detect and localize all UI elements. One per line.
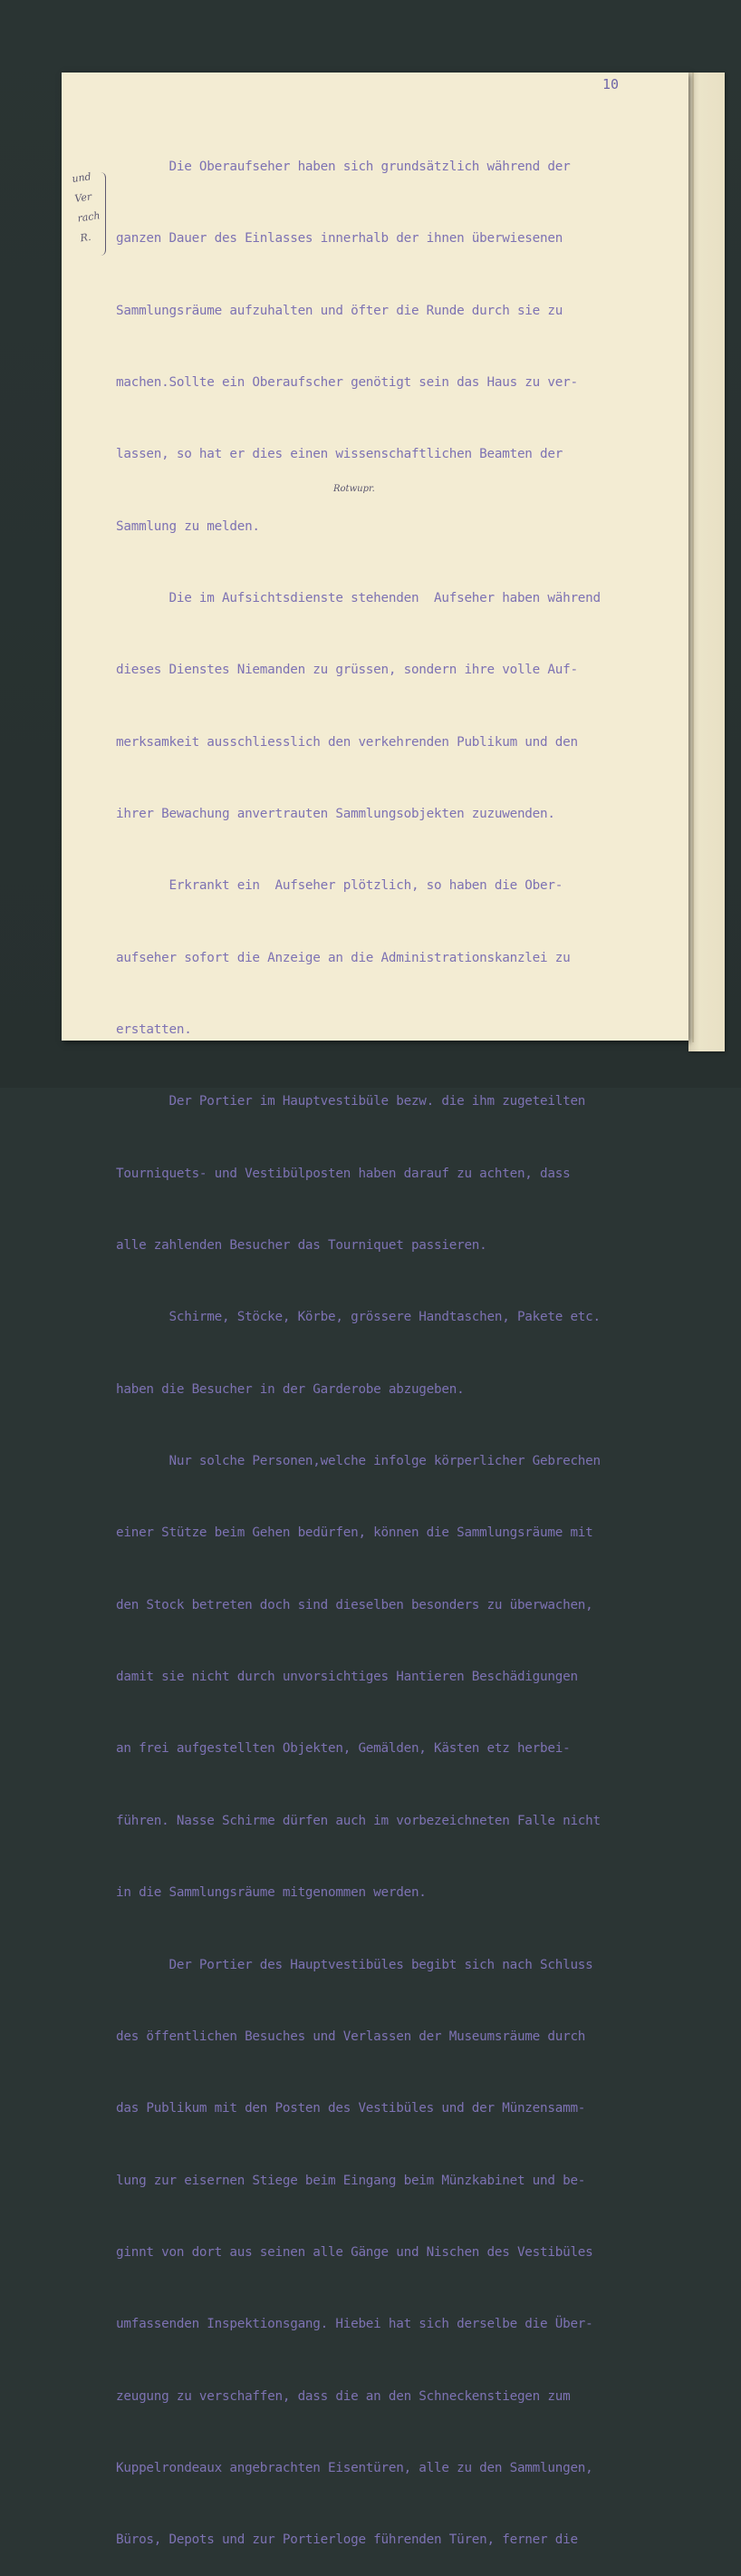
text-line: Büros, Depots und zur Portierloge führenden Türen, ferner die <box>116 2532 578 2548</box>
text-line: einer Stütze beim Gehen bedürfen, können die Sammlungsräume mit <box>116 1525 593 1541</box>
margin-bracket <box>100 172 106 256</box>
next-page-edge <box>688 73 725 1051</box>
margin-note-line: Ver <box>73 190 92 205</box>
text-line: alle zahlenden Besucher das Tourniquet passieren. <box>116 1238 487 1254</box>
text-line: ihrer Bewachung anvertrauten Sammlungsobjekten zuzuwenden. <box>116 807 555 821</box>
text-line: machen.Sollte ein Oberaufscher genötigt sein das Haus zu ver- <box>116 374 578 390</box>
text-line: an frei aufgestellten Objekten, Gemälden, Kästen etz herbei- <box>116 1741 571 1757</box>
text-line: aufseher sofort die Anzeige an die Administrationskanzlei zu <box>116 950 571 965</box>
margin-note-line: rach <box>76 209 101 225</box>
text-line: haben die Besucher in der Garderobe abzugeben. <box>116 1381 465 1397</box>
margin-note-line: und <box>71 170 92 186</box>
text-line: Kuppelrondeaux angebrachten Eisentüren, alle zu den Sammlungen, <box>116 2460 593 2475</box>
text-line: Die Oberaufseher haben sich grundsätzlich während der <box>116 159 571 174</box>
text-line: Sammlungsräume aufzuhalten und öfter die Runde durch sie zu <box>116 303 563 318</box>
text-line: Erkrankt ein Aufseher plötzlich, so haben die Ober- <box>116 878 563 894</box>
text-line: das Publikum mit den Posten des Vestibüles und der Münzensamm- <box>116 2101 586 2116</box>
text-line: Tourniquets- und Vestibülposten haben darauf zu achten, dass <box>116 1166 571 1181</box>
text-line: den Stock betreten doch sind dieselben besonders zu überwachen, <box>116 1597 593 1612</box>
typewritten-body <box>116 107 659 2576</box>
page-number: 10 <box>602 76 620 92</box>
text-line: erstatten. <box>116 1022 192 1038</box>
handwritten-insertion: Rotwupr. <box>333 484 375 494</box>
text-line: merksamkeit ausschliesslich den verkehrenden Publikum und den <box>116 734 578 750</box>
text-line: ginnt von dort aus seinen alle Gänge und Nischen des Vestibüles <box>116 2244 593 2260</box>
text-line: führen. Nasse Schirme dürfen auch im vorbezeichneten Falle nicht <box>116 1813 601 1828</box>
text-line: dieses Dienstes Niemanden zu grüssen, sondern ihre volle Auf- <box>116 663 578 678</box>
text-line: des öffentlichen Besuches und Verlassen der Museumsräume durch <box>116 2029 586 2044</box>
text-line: Nur solche Personen,welche infolge körperlicher Gebrechen <box>116 1454 601 1469</box>
text-line: Die im Aufsichtsdienste stehenden Aufseher haben während <box>116 590 601 605</box>
text-line: zeugung zu verschaffen, dass die an den Schneckenstiegen zum <box>116 2388 571 2404</box>
page-fold-line <box>692 73 694 1042</box>
margin-note-line: R. <box>79 230 92 245</box>
text-line: lassen, so hat er dies einen wissenschaftlichen Beamten der <box>116 447 563 462</box>
text-line: umfassenden Inspektionsgang. Hiebei hat sich derselbe die Über- <box>116 2317 593 2332</box>
text-line: damit sie nicht durch unvorsichtiges Hantieren Beschädigungen <box>116 1670 578 1685</box>
text-line: Schirme, Stöcke, Körbe, grössere Handtaschen, Pakete etc. <box>116 1310 601 1325</box>
text-line: lung zur eisernen Stiege beim Eingang beim Münzkabinet und be- <box>116 2173 586 2188</box>
text-line: ganzen Dauer des Einlasses innerhalb der ihnen überwiesenen <box>116 231 563 247</box>
text-line: in die Sammlungsräume mitgenommen werden. <box>116 1885 427 1901</box>
text-line: Der Portier im Hauptvestibüle bezw. die ihm zugeteilten <box>116 1094 586 1109</box>
text-line: Der Portier des Hauptvestibüles begibt sich nach Schluss <box>116 1957 593 1972</box>
text-line: Sammlung zu melden. <box>116 518 260 534</box>
